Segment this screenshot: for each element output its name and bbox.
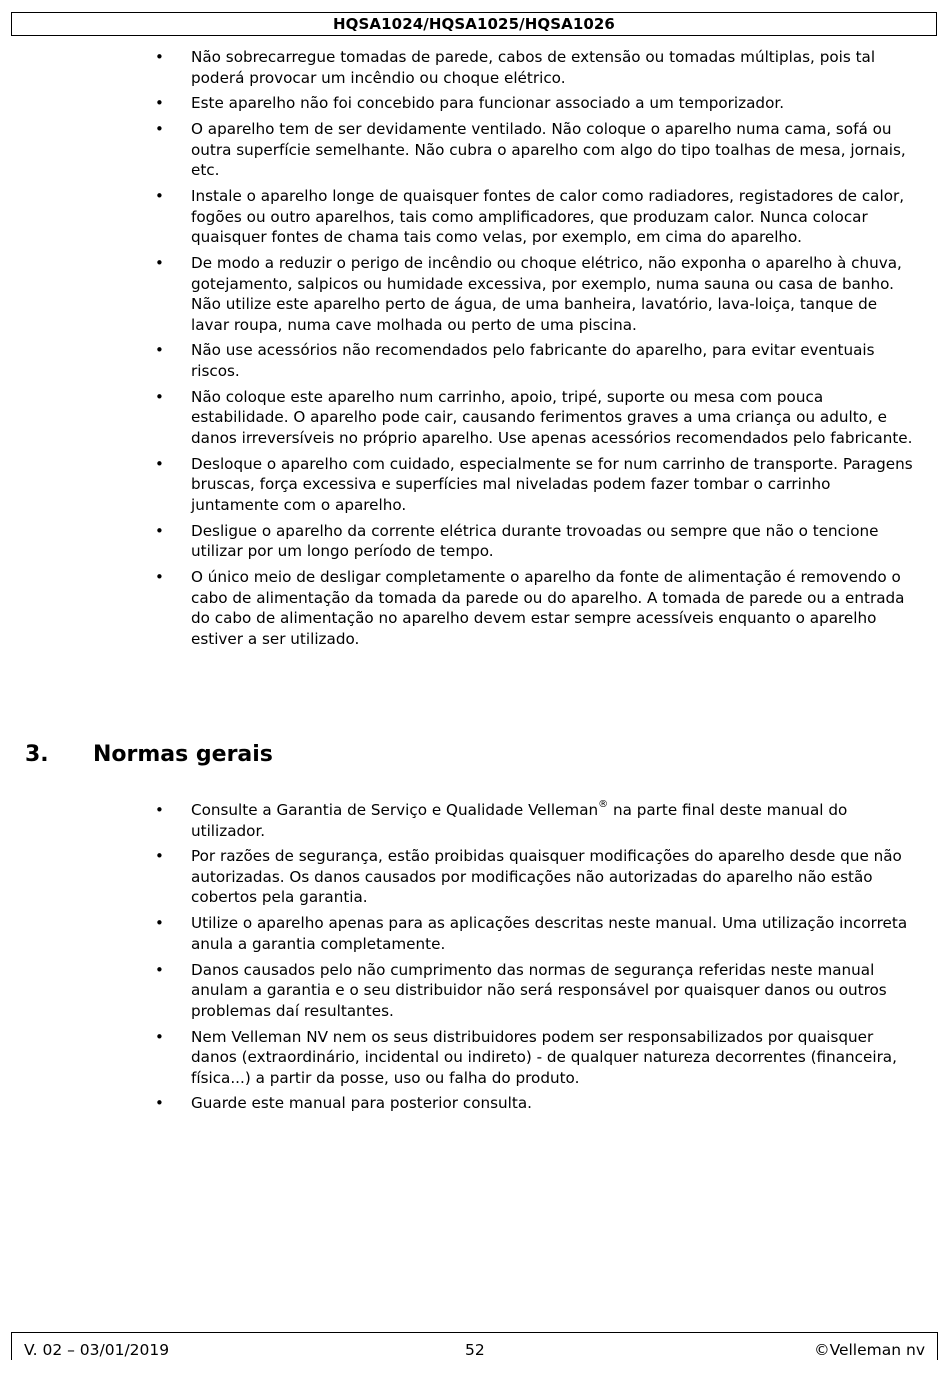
section-heading (25, 740, 273, 770)
list-item (0, 960, 950, 1022)
list-item-text-part: na parte final deste manual do utilizador. (191, 801, 848, 840)
list-item (0, 800, 950, 841)
list-item-text: Por razões de segurança, estão proibidas quaisquer modificações do aparelho desde que não autorizadas. Os danos causados por modificações não autorizadas do aparelho não estão cobertos pela garantia. (191, 847, 902, 907)
bullet-icon: • (155, 48, 164, 66)
list-item (0, 846, 950, 908)
list-item-text: Nem Velleman NV nem os seus distribuidores podem ser responsabilizados por quaisquer danos (extraordinário, incidental ou indireto) - de qualquer natureza decorrentes (financeira, física...) a partir da posse, uso ou falha do produto. (191, 1027, 897, 1087)
list-item (0, 253, 950, 335)
header-title: HQSA1024/HQSA1025/HQSA1026 (333, 15, 615, 33)
list-item-text: Danos causados pelo não cumprimento das normas de segurança referidas neste manual anulam a garantia e o seu distribuidor não será responsável por quaisquer danos ou outros problemas daí resultantes. (191, 960, 887, 1020)
list-item-text: Este aparelho não foi concebido para funcionar associado a um temporizador. (191, 94, 785, 113)
list-item-text: Não use acessórios não recomendados pelo fabricante do aparelho, para evitar eventuais riscos. (191, 341, 875, 380)
list-item-text: Instale o aparelho longe de quaisquer fontes de calor como radiadores, registadores de calor, fogões ou outro aparelhos, tais como amplificadores, que produzam calor. Nunca colocar quaisquer fontes de chama tais como velas, por exemplo, em cima do aparelho. (191, 187, 905, 247)
bullet-icon: • (155, 454, 164, 473)
list-item-text-part: Consulte a Garantia de Serviço e Qualidade Velleman (191, 801, 599, 819)
registered-mark: ® (598, 799, 609, 810)
list-item (0, 47, 950, 88)
list-item (0, 1093, 950, 1114)
list-item (0, 913, 950, 954)
bullet-icon: • (155, 1094, 164, 1113)
bullet-icon: • (155, 341, 164, 360)
list-item (0, 186, 950, 248)
list-item (0, 93, 950, 114)
list-item-text: Não sobrecarregue tomadas de parede, cabos de extensão ou tomadas múltiplas, pois tal poderá provocar um incêndio ou choque elétrico. (191, 48, 876, 87)
section-title: Normas gerais (93, 742, 273, 767)
list-item-text: O aparelho tem de ser devidamente ventilado. Não coloque o aparelho numa cama, sofá ou outra superfície semelhante. Não cubra o aparelho com algo do tipo toalhas de mesa, jornais, etc. (191, 120, 906, 180)
list-item (0, 340, 950, 381)
bullet-icon: • (155, 94, 164, 113)
bullet-icon: • (155, 801, 164, 819)
list-item-text: Desloque o aparelho com cuidado, especialmente se for num carrinho de transporte. Paragens bruscas, força excessiva e superfícies mal niveladas podem fazer tombar o carrinho juntamente com o aparelho. (191, 454, 913, 514)
safety-instructions-list (0, 47, 950, 654)
list-item (0, 521, 950, 562)
bullet-icon: • (155, 847, 164, 866)
bullet-icon: • (155, 960, 164, 979)
general-rules-list (0, 800, 950, 1119)
bullet-icon: • (155, 521, 164, 540)
section-number: 3. (25, 742, 49, 767)
bullet-icon: • (155, 914, 164, 933)
page-header (11, 12, 937, 36)
list-item-text: Desligue o aparelho da corrente elétrica durante trovoadas ou sempre que não o tencione utilizar por um longo período de tempo. (191, 521, 879, 561)
page-footer (11, 1332, 938, 1360)
footer-copyright: ©Velleman nv (814, 1341, 925, 1359)
footer-version: V. 02 – 03/01/2019 (24, 1341, 170, 1359)
bullet-icon: • (155, 1027, 164, 1046)
list-item-text: Guarde este manual para posterior consulta. (191, 1094, 532, 1113)
list-item-text: O único meio de desligar completamente o aparelho da fonte de alimentação é removendo o cabo de alimentação da tomada da parede ou do aparelho. A tomada de parede ou a entrada do cabo de alimentação no aparelho devem estar sempre acessíveis enquanto o aparelho estiver a ser utilizado. (191, 568, 905, 648)
bullet-icon: • (155, 187, 164, 206)
bullet-icon: • (155, 568, 164, 587)
list-item (0, 1027, 950, 1089)
list-item (0, 567, 950, 649)
list-item (0, 387, 950, 449)
list-item-text: Não coloque este aparelho num carrinho, apoio, tripé, suporte ou mesa com pouca estabilidade. O aparelho pode cair, causando ferimentos graves a uma criança ou adulto, e danos irreversíveis no próprio aparelho. Use apenas acessórios recomendados pelo fabricante. (191, 387, 913, 447)
footer-page-number: 52 (465, 1341, 485, 1359)
list-item-text: De modo a reduzir o perigo de incêndio ou choque elétrico, não exponha o aparelho à chuva, gotejamento, salpicos ou humidade excessiva, por exemplo, numa sauna ou casa de banho. Não utilize este aparelho perto de água, de uma banheira, lavatório, lava-loiça, tanque de lavar roupa, numa cave molhada ou perto de uma piscina. (191, 254, 902, 334)
list-item (0, 454, 950, 516)
list-item (0, 119, 950, 181)
list-item-text: Utilize o aparelho apenas para as aplicações descritas neste manual. Uma utilização incorreta anula a garantia completamente. (191, 914, 908, 953)
bullet-icon: • (155, 254, 164, 273)
bullet-icon: • (155, 120, 164, 139)
bullet-icon: • (155, 387, 164, 406)
